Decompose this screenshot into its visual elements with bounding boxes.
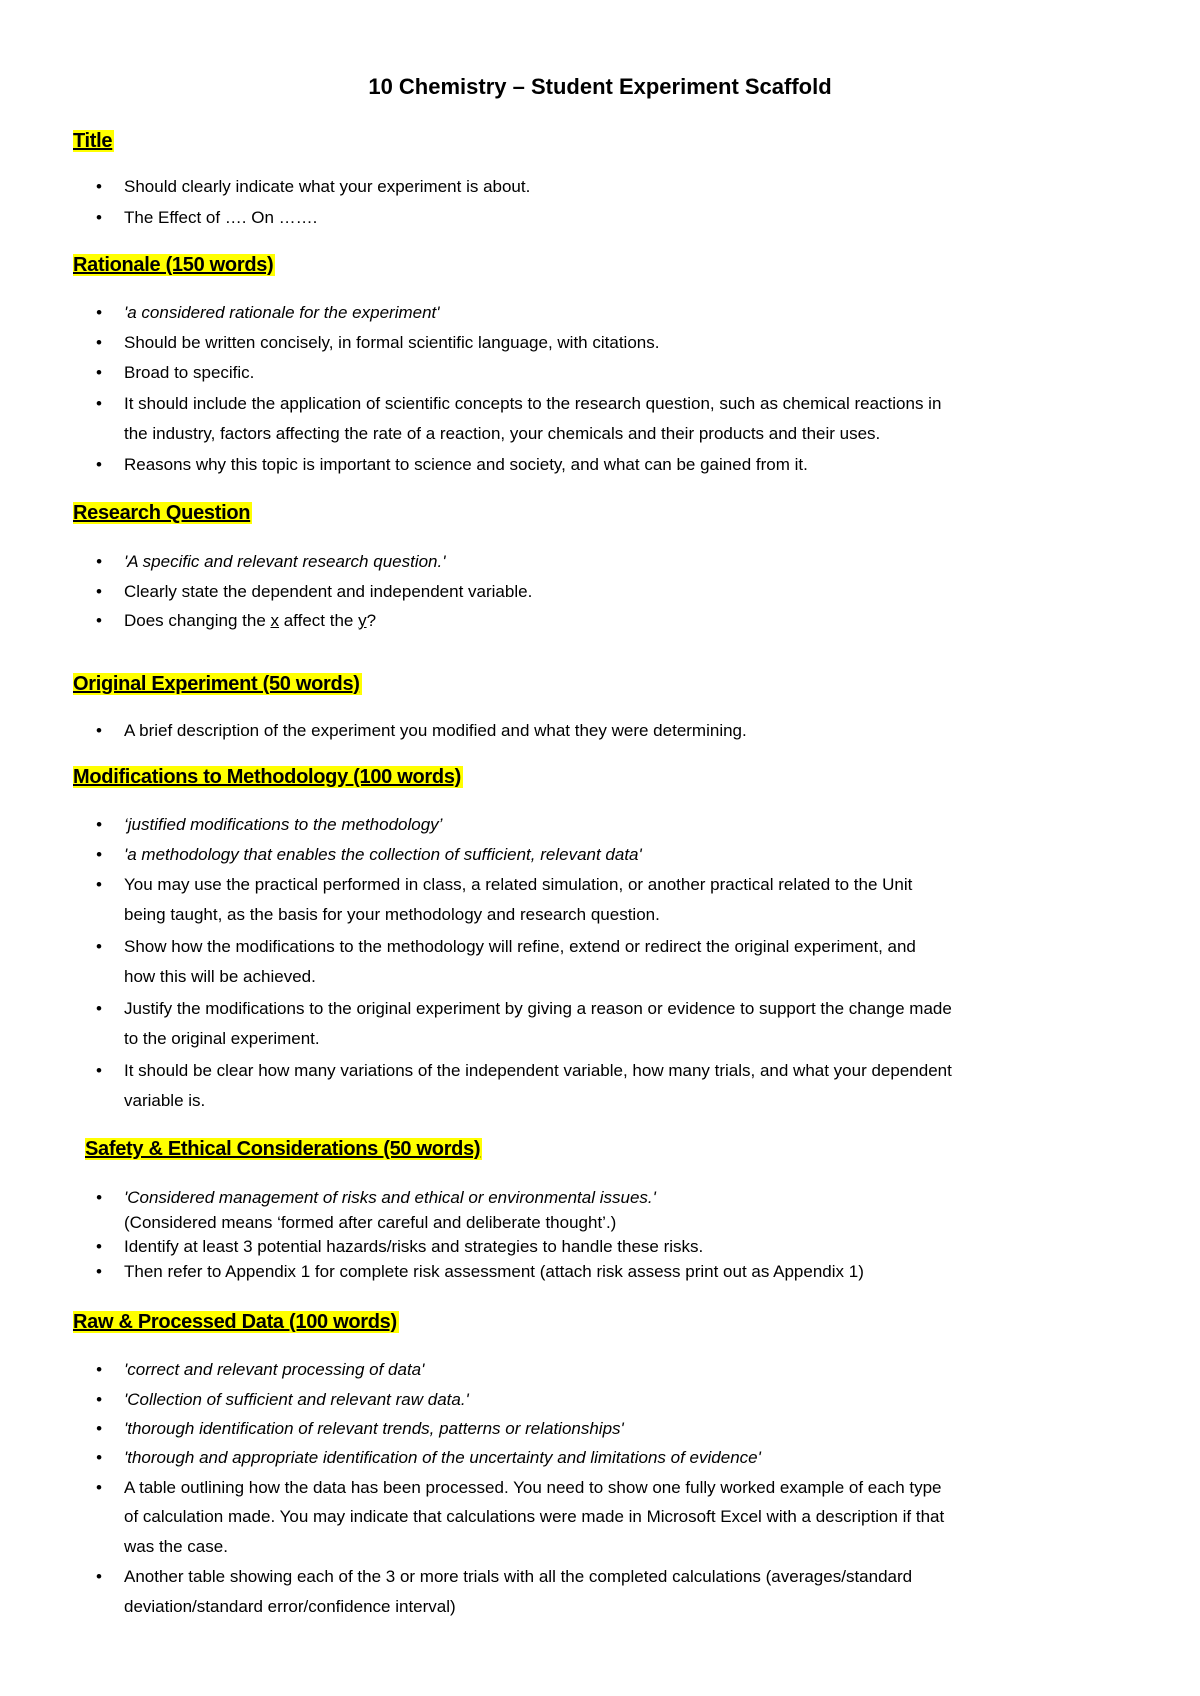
- document-title: 10 Chemistry – Student Experiment Scaffold: [368, 74, 832, 99]
- list-item: • A table outlining how the data has been processed. You need to show one fully worked example of each type: [96, 1473, 1136, 1503]
- heading-rationale: Rationale (150 words): [73, 254, 274, 276]
- list-item: • Another table showing each of the 3 or more trials with all the completed calculations (averages/standard: [96, 1562, 1136, 1592]
- list-item: • Show how the modifications to the methodology will refine, extend or redirect the original experiment, and: [96, 932, 1136, 962]
- list-item-continuation: was the case.: [124, 1537, 228, 1556]
- list-item: • The Effect of …. On …….: [96, 203, 1136, 233]
- list-item: • 'Collection of sufficient and relevant raw data.': [96, 1385, 1136, 1415]
- heading-raw-data: Raw & Processed Data (100 words): [73, 1311, 397, 1333]
- list-item-continuation: how this will be achieved.: [124, 967, 316, 986]
- list-item: • 'correct and relevant processing of data': [96, 1355, 1136, 1385]
- list-item: • Then refer to Appendix 1 for complete risk assessment (attach risk assess print out as Appendix 1): [96, 1260, 1136, 1284]
- list-item: • Justify the modifications to the original experiment by giving a reason or evidence to support the change made: [96, 994, 1136, 1024]
- heading-modifications: Modifications to Methodology (100 words): [73, 766, 462, 788]
- list-item: • Should clearly indicate what your experiment is about.: [96, 172, 1136, 202]
- list-item: • 'A specific and relevant research question.': [96, 547, 1136, 577]
- heading-title: Title: [73, 130, 113, 152]
- list-item: • 'a methodology that enables the collection of sufficient, relevant data': [96, 840, 1136, 870]
- list-item: • 'thorough identification of relevant trends, patterns or relationships': [96, 1414, 1136, 1444]
- list-item: • A brief description of the experiment you modified and what they were determining.: [96, 716, 1136, 746]
- list-item: • Identify at least 3 potential hazards/risks and strategies to handle these risks.: [96, 1235, 1136, 1259]
- list-item: • Does changing the x affect the y?: [96, 606, 1136, 636]
- list-item-continuation: variable is.: [124, 1091, 206, 1110]
- list-item: • ‘justified modifications to the methodology’: [96, 810, 1136, 840]
- list-item-continuation: of calculation made. You may indicate that calculations were made in Microsoft Excel with a description if that: [124, 1507, 945, 1526]
- list-item: • 'a considered rationale for the experiment': [96, 298, 1136, 328]
- list-item: • Should be written concisely, in formal scientific language, with citations.: [96, 328, 1136, 358]
- list-item-continuation: (Considered means ‘formed after careful and deliberate thought’.): [124, 1213, 617, 1232]
- list-item-continuation: being taught, as the basis for your methodology and research question.: [124, 905, 660, 924]
- list-item: • 'Considered management of risks and ethical or environmental issues.': [96, 1186, 1136, 1210]
- list-item: • It should include the application of scientific concepts to the research question, such as chemical reactions in: [96, 389, 1136, 419]
- heading-research-question: Research Question: [73, 502, 251, 524]
- list-item: • You may use the practical performed in class, a related simulation, or another practical related to the Unit: [96, 870, 1136, 900]
- list-item-continuation: the industry, factors affecting the rate of a reaction, your chemicals and their products and their uses.: [124, 424, 881, 443]
- list-item: • Broad to specific.: [96, 358, 1136, 388]
- list-item-continuation: to the original experiment.: [124, 1029, 320, 1048]
- heading-original-experiment: Original Experiment (50 words): [73, 673, 360, 695]
- list-item: • It should be clear how many variations of the independent variable, how many trials, and what your dependent: [96, 1056, 1136, 1086]
- list-item-continuation: deviation/standard error/confidence interval): [124, 1597, 456, 1616]
- list-item: • Clearly state the dependent and independent variable.: [96, 577, 1136, 607]
- list-item: • Reasons why this topic is important to science and society, and what can be gained from it.: [96, 450, 1136, 480]
- list-item: • 'thorough and appropriate identification of the uncertainty and limitations of evidence': [96, 1443, 1136, 1473]
- heading-safety: Safety & Ethical Considerations (50 words): [85, 1138, 481, 1160]
